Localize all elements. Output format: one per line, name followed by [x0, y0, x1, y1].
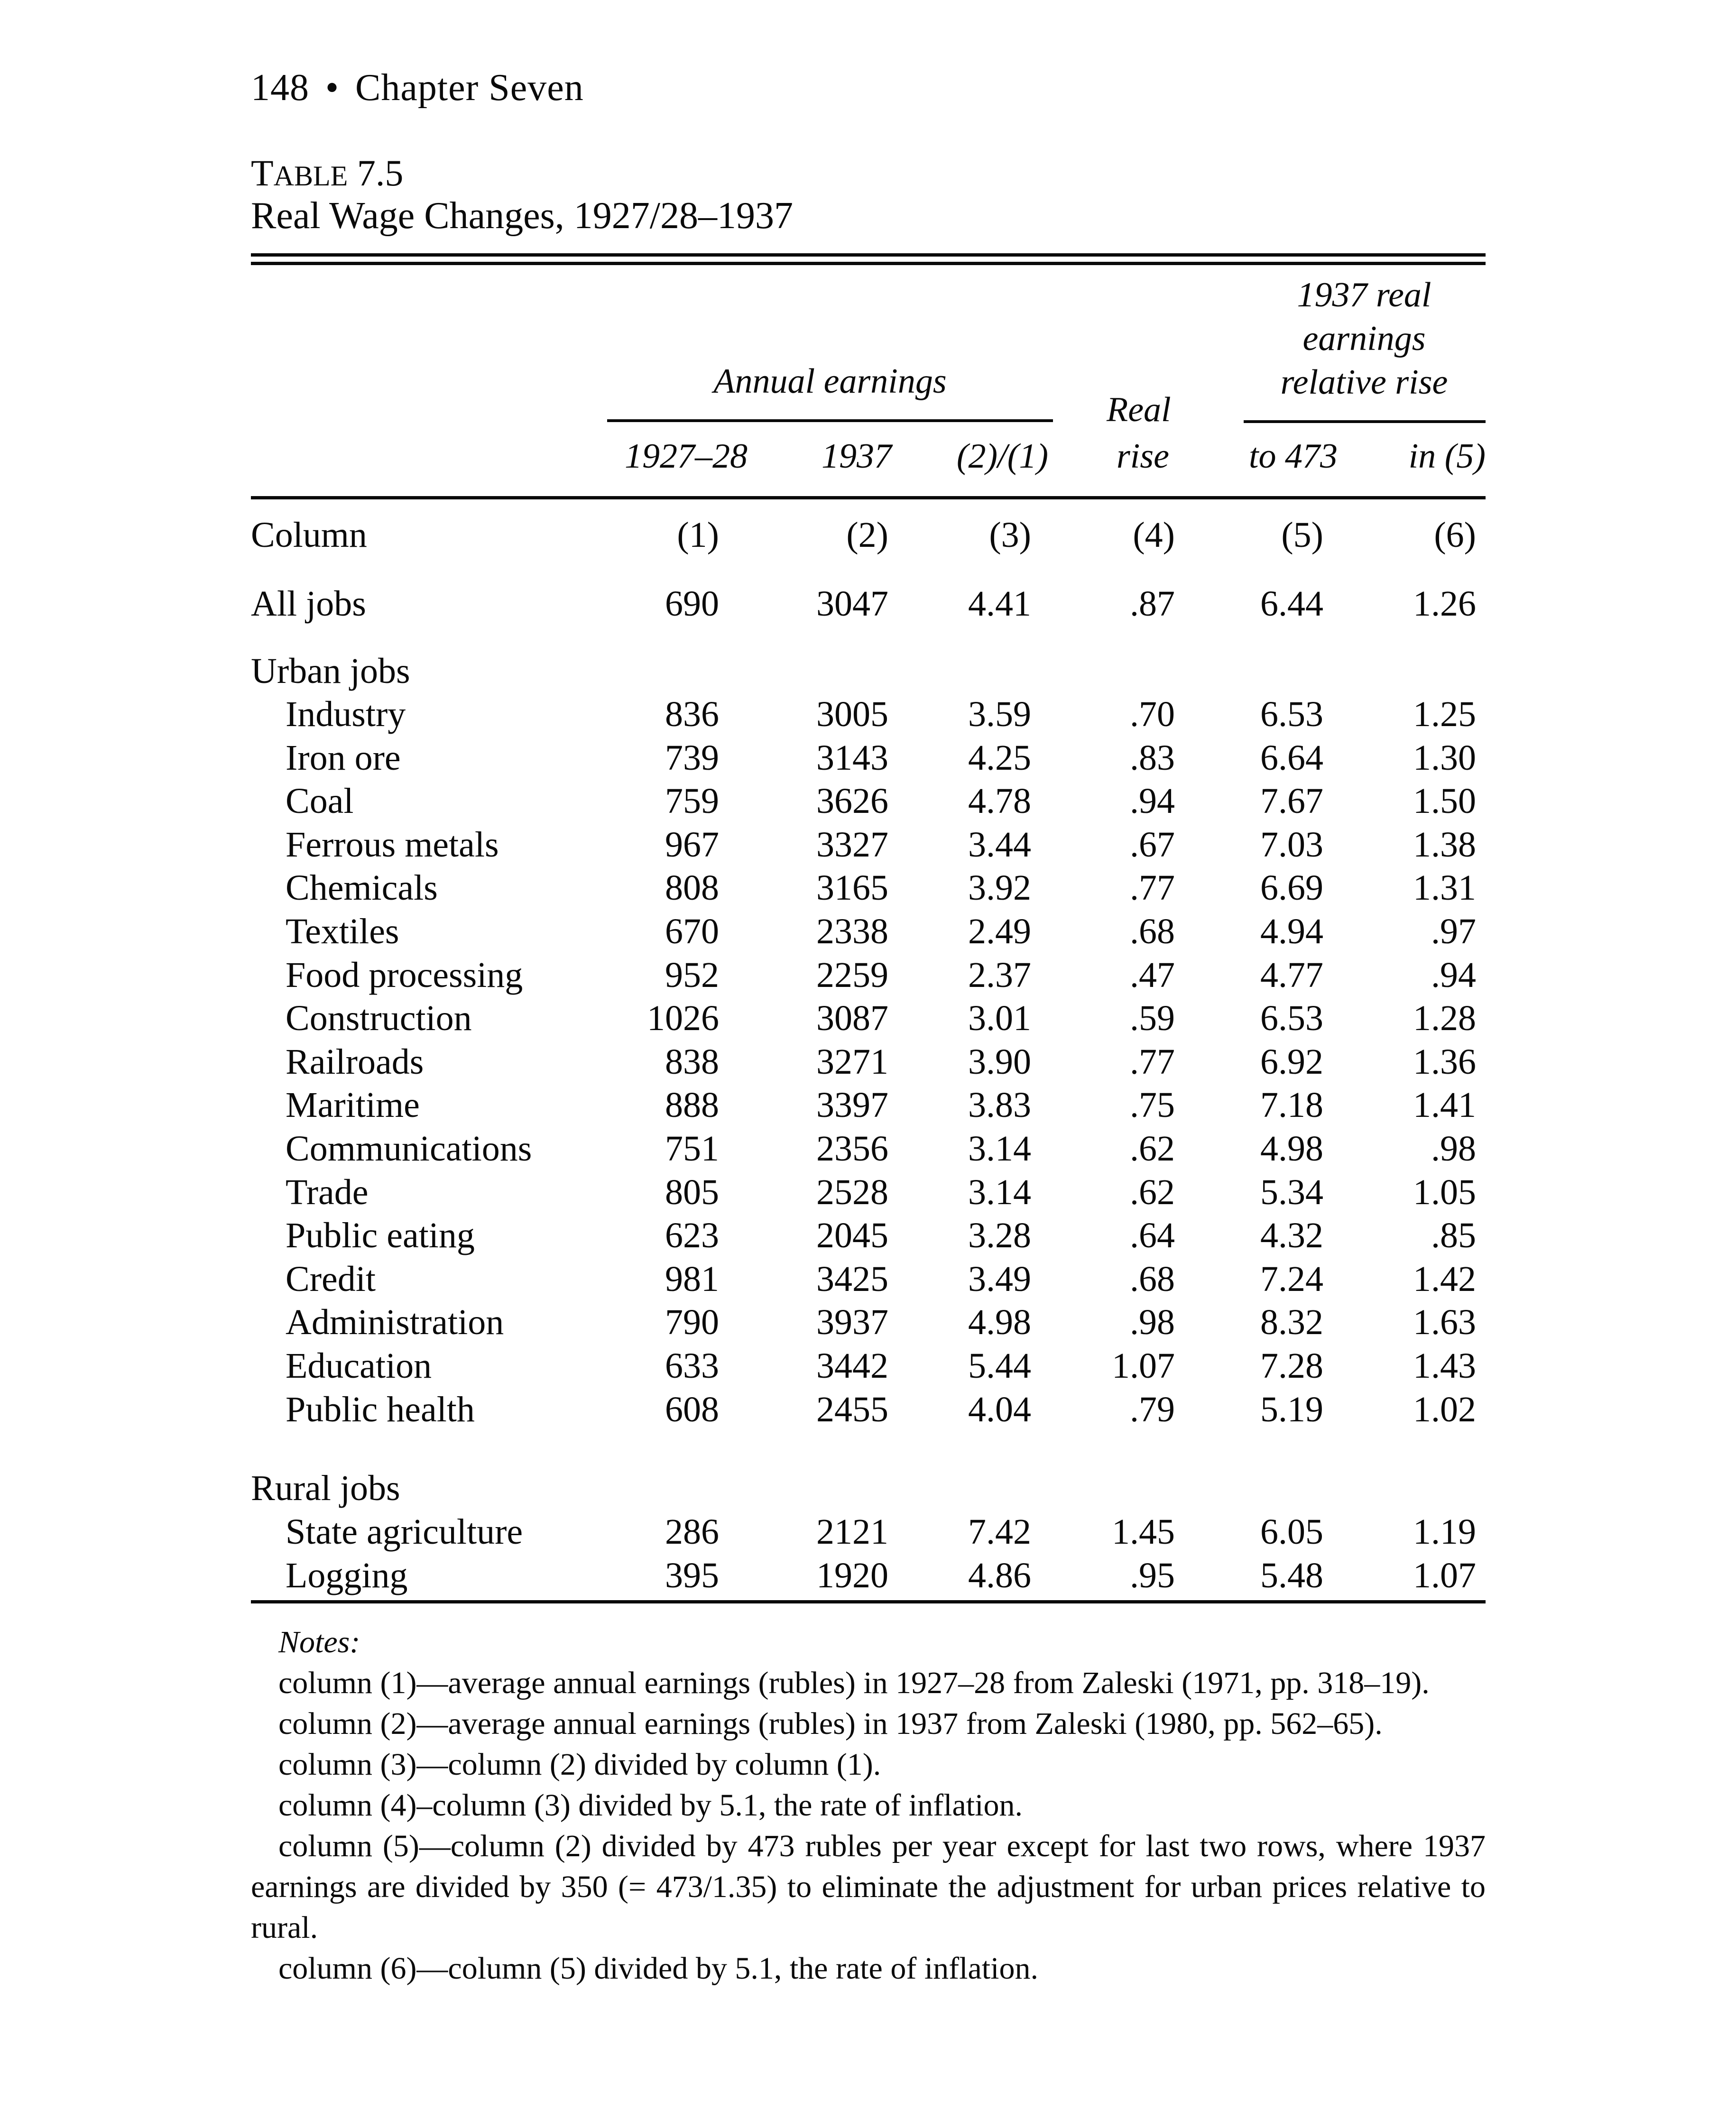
top-rule-2 [251, 262, 1486, 265]
table-row [251, 1128, 1486, 1172]
row-label: Ferrous metals [286, 825, 499, 865]
cell-col4: 1.45 [1112, 1512, 1175, 1552]
cell-col4: .47 [1130, 955, 1175, 995]
cell-col6: 1.31 [1413, 868, 1476, 908]
cell-col3: 3.90 [968, 1042, 1031, 1082]
col-header-1927-28: 1927–28 [625, 437, 748, 476]
cell-col5: 6.69 [1260, 868, 1323, 908]
chapter-title: Chapter Seven [355, 67, 584, 109]
cell-col1: 751 [665, 1129, 719, 1169]
cell-col6: 1.50 [1413, 781, 1476, 821]
cell-col5: 7.18 [1260, 1085, 1323, 1125]
cell-col4: .75 [1130, 1085, 1175, 1125]
table-label-initial: T [251, 152, 274, 193]
cell-col1: 1026 [647, 998, 719, 1038]
row-label: Urban jobs [251, 651, 410, 691]
cell-col3: 4.98 [968, 1302, 1031, 1342]
page-number: 148 [251, 67, 309, 109]
cell-col1: 608 [665, 1390, 719, 1429]
cell-col6: .85 [1431, 1216, 1476, 1255]
cell-col1: 838 [665, 1042, 719, 1082]
table-bottom-rule [251, 1600, 1486, 1603]
cell-col6: 1.41 [1413, 1085, 1476, 1125]
cell-col4: .77 [1130, 868, 1175, 908]
cell-col6: 1.19 [1413, 1512, 1476, 1552]
table-row [251, 694, 1486, 737]
cell-col4: .98 [1130, 1302, 1175, 1342]
table-row [251, 1041, 1486, 1085]
cell-col5: 6.53 [1260, 694, 1323, 734]
cell-col4: .87 [1130, 584, 1175, 624]
cell-col1: 633 [665, 1346, 719, 1386]
notes-list [251, 1663, 1486, 1989]
cell-col1: 952 [665, 955, 719, 995]
cell-col3: 3.44 [968, 825, 1031, 865]
cell-col6: .98 [1431, 1129, 1476, 1169]
table-row [251, 781, 1486, 824]
cell-col5: 6.53 [1260, 998, 1323, 1038]
cell-col3: 4.78 [968, 781, 1031, 821]
row-label: State agriculture [286, 1512, 523, 1552]
table-row [251, 1511, 1486, 1555]
cell-col6: 1.38 [1413, 825, 1476, 865]
spanner-relative-line1: 1937 real [1297, 276, 1431, 314]
cell-col6: 1.25 [1413, 694, 1476, 734]
cell-col6: 1.63 [1413, 1302, 1476, 1342]
row-label: Administration [286, 1302, 504, 1342]
cell-col5: 7.28 [1260, 1346, 1323, 1386]
cell-col6: 1.42 [1413, 1259, 1476, 1299]
spanner-relative-line3: relative rise [1280, 363, 1448, 402]
note-item: column (6)—column (5) divided by 5.1, the rate of inflation. [278, 1951, 1038, 1986]
row-label: Credit [286, 1259, 376, 1299]
table-row [251, 955, 1486, 998]
row-label: All jobs [251, 584, 366, 624]
cell-col3: 2.49 [968, 912, 1031, 951]
cell-col6: 1.36 [1413, 1042, 1476, 1082]
col-header-in-5: in (5) [1408, 437, 1486, 476]
cell-col2: 3397 [816, 1085, 888, 1125]
cell-col2: 1920 [816, 1556, 888, 1595]
spanner-rule-annual [607, 419, 1053, 422]
cell-col5: 5.34 [1260, 1172, 1323, 1212]
cell-col2: 2121 [816, 1512, 888, 1552]
cell-col3: 3.59 [968, 694, 1031, 734]
cell-col6: (6) [1434, 515, 1476, 555]
row-label: Chemicals [286, 868, 438, 908]
cell-col5: 5.19 [1260, 1390, 1323, 1429]
cell-col6: 1.05 [1413, 1172, 1476, 1212]
col-header-rise: rise [1117, 437, 1169, 476]
cell-col4: .59 [1130, 998, 1175, 1038]
cell-col5: 4.94 [1260, 912, 1323, 951]
cell-col6: 1.30 [1413, 738, 1476, 778]
cell-col1: 967 [665, 825, 719, 865]
table-row [251, 998, 1486, 1041]
table-row [251, 1345, 1486, 1389]
cell-col2: 3425 [816, 1259, 888, 1299]
table-row [251, 1172, 1486, 1216]
cell-col4: .68 [1130, 1259, 1175, 1299]
note-item: column (2)—average annual earnings (rubles) in 1937 from Zaleski (1980, pp. 562–65). [278, 1706, 1383, 1741]
row-label: Public health [286, 1390, 475, 1429]
row-label: Logging [286, 1556, 408, 1595]
spanner-annual-earnings: Annual earnings [713, 362, 947, 401]
note-item: column (4)–column (3) divided by 5.1, the rate of inflation. [278, 1788, 1023, 1823]
cell-col1: 836 [665, 694, 719, 734]
cell-col1: 286 [665, 1512, 719, 1552]
row-label: Trade [286, 1172, 369, 1212]
row-label: Rural jobs [251, 1468, 400, 1508]
spanner-rule-relative [1244, 420, 1486, 423]
cell-col2: 3087 [816, 998, 888, 1038]
column-number-row [251, 515, 1486, 558]
top-rule-1 [251, 253, 1486, 257]
notes-title: Notes: [278, 1625, 360, 1659]
cell-col2: 2356 [816, 1129, 888, 1169]
bullet-separator: • [325, 67, 340, 109]
cell-col6: 1.07 [1413, 1556, 1476, 1595]
cell-col1: 790 [665, 1302, 719, 1342]
cell-col1: 805 [665, 1172, 719, 1212]
cell-col4: .67 [1130, 825, 1175, 865]
cell-col2: 3165 [816, 868, 888, 908]
cell-col6: 1.02 [1413, 1390, 1476, 1429]
cell-col3: 3.92 [968, 868, 1031, 908]
cell-col2: 3047 [816, 584, 888, 624]
cell-col5: 7.24 [1260, 1259, 1323, 1299]
table-notes [251, 1622, 1486, 1989]
group-heading-rural [251, 1468, 1486, 1511]
cell-col3: 3.14 [968, 1172, 1031, 1212]
cell-col4: .70 [1130, 694, 1175, 734]
cell-col2: 2259 [816, 955, 888, 995]
cell-col6: 1.43 [1413, 1346, 1476, 1386]
table-row [251, 1302, 1486, 1345]
note-item: column (3)—column (2) divided by column (1). [278, 1747, 881, 1782]
cell-col1: 670 [665, 912, 719, 951]
cell-col3: 3.01 [968, 998, 1031, 1038]
cell-col3: (3) [989, 515, 1031, 555]
cell-col1: 623 [665, 1216, 719, 1255]
cell-col2: 2528 [816, 1172, 888, 1212]
cell-col1: 759 [665, 781, 719, 821]
cell-col3: 7.42 [968, 1512, 1031, 1552]
cell-col2: 3626 [816, 781, 888, 821]
cell-col5: 7.03 [1260, 825, 1323, 865]
cell-col5: 7.67 [1260, 781, 1323, 821]
cell-col4: .62 [1130, 1129, 1175, 1169]
cell-col5: 8.32 [1260, 1302, 1323, 1342]
note-item: column (1)—average annual earnings (rubles) in 1927–28 from Zaleski (1971, pp. 318–19). [278, 1666, 1430, 1700]
cell-col4: .62 [1130, 1172, 1175, 1212]
cell-col6: .94 [1431, 955, 1476, 995]
cell-col3: 3.14 [968, 1129, 1031, 1169]
group-heading-urban [251, 651, 1486, 694]
cell-col3: 4.25 [968, 738, 1031, 778]
cell-col2: 3442 [816, 1346, 888, 1386]
cell-col5: 4.32 [1260, 1216, 1323, 1255]
table-row-all-jobs [251, 583, 1486, 627]
cell-col4: .79 [1130, 1390, 1175, 1429]
col-header-to-473: to 473 [1248, 437, 1338, 476]
cell-col3: 4.41 [968, 584, 1031, 624]
row-label: Textiles [286, 912, 399, 951]
cell-col2: 3005 [816, 694, 888, 734]
table-label [251, 152, 403, 194]
row-label: Maritime [286, 1085, 420, 1125]
cell-col2: 2455 [816, 1390, 888, 1429]
cell-col1: 739 [665, 738, 719, 778]
cell-col5: (5) [1281, 515, 1323, 555]
running-head [251, 66, 584, 110]
cell-col4: (4) [1133, 515, 1175, 555]
row-label: Construction [286, 998, 472, 1038]
row-label: Public eating [286, 1216, 475, 1255]
header-real: Real [1107, 390, 1171, 429]
cell-col1: 808 [665, 868, 719, 908]
cell-col4: 1.07 [1112, 1346, 1175, 1386]
cell-col4: .83 [1130, 738, 1175, 778]
cell-col2: 3937 [816, 1302, 888, 1342]
col-header-ratio: (2)/(1) [956, 437, 1048, 476]
cell-col5: 6.05 [1260, 1512, 1323, 1552]
row-label: Railroads [286, 1042, 424, 1082]
cell-col5: 6.44 [1260, 584, 1323, 624]
cell-col5: 5.48 [1260, 1556, 1323, 1595]
note-item: column (5)—column (2) divided by 473 rubles per year except for last two rows, where 1937 earnings are divided by 350 (= 473/1.35) to eliminate the adjustment for urban prices relative to rural. [251, 1829, 1486, 1945]
cell-col2: 3271 [816, 1042, 888, 1082]
cell-col4: .64 [1130, 1216, 1175, 1255]
spanner-relative-line2: earnings [1302, 319, 1426, 358]
cell-col3: 3.28 [968, 1216, 1031, 1255]
cell-col1: 981 [665, 1259, 719, 1299]
row-label: Column [251, 515, 367, 555]
cell-col3: 4.04 [968, 1390, 1031, 1429]
table-row [251, 824, 1486, 868]
table-row [251, 867, 1486, 911]
cell-col5: 4.98 [1260, 1129, 1323, 1169]
cell-col5: 4.77 [1260, 955, 1323, 995]
table-row [251, 911, 1486, 955]
cell-col1: 690 [665, 584, 719, 624]
table-row [251, 1215, 1486, 1259]
cell-col5: 6.64 [1260, 738, 1323, 778]
cell-col3: 5.44 [968, 1346, 1031, 1386]
cell-col1: 888 [665, 1085, 719, 1125]
cell-col3: 4.86 [968, 1556, 1031, 1595]
cell-col4: .77 [1130, 1042, 1175, 1082]
cell-col3: 2.37 [968, 955, 1031, 995]
cell-col3: 3.83 [968, 1085, 1031, 1125]
row-label: Education [286, 1346, 432, 1386]
table-row [251, 737, 1486, 781]
cell-col3: 3.49 [968, 1259, 1031, 1299]
row-label: Food processing [286, 955, 523, 995]
table-row [251, 1259, 1486, 1302]
row-label: Coal [286, 781, 354, 821]
cell-col2: 3327 [816, 825, 888, 865]
header-bottom-rule [251, 496, 1486, 499]
table-row [251, 1085, 1486, 1128]
cell-col4: .94 [1130, 781, 1175, 821]
cell-col6: 1.26 [1413, 584, 1476, 624]
cell-col2: (2) [846, 515, 888, 555]
cell-col1: 395 [665, 1556, 719, 1595]
table-label-smallcaps: ABLE [273, 160, 348, 192]
table-row [251, 1389, 1486, 1433]
cell-col2: 2045 [816, 1216, 888, 1255]
cell-col5: 6.92 [1260, 1042, 1323, 1082]
cell-col4: .95 [1130, 1556, 1175, 1595]
cell-col1: (1) [677, 515, 719, 555]
cell-col6: 1.28 [1413, 998, 1476, 1038]
row-label: Iron ore [286, 738, 401, 778]
row-label: Communications [286, 1129, 532, 1169]
table-title: Real Wage Changes, 1927/28–1937 [251, 195, 794, 237]
cell-col2: 2338 [816, 912, 888, 951]
row-label: Industry [286, 694, 406, 734]
cell-col4: .68 [1130, 912, 1175, 951]
table-row [251, 1555, 1486, 1599]
table-number: 7.5 [357, 152, 404, 193]
col-header-1937: 1937 [822, 437, 892, 476]
cell-col6: .97 [1431, 912, 1476, 951]
cell-col2: 3143 [816, 738, 888, 778]
